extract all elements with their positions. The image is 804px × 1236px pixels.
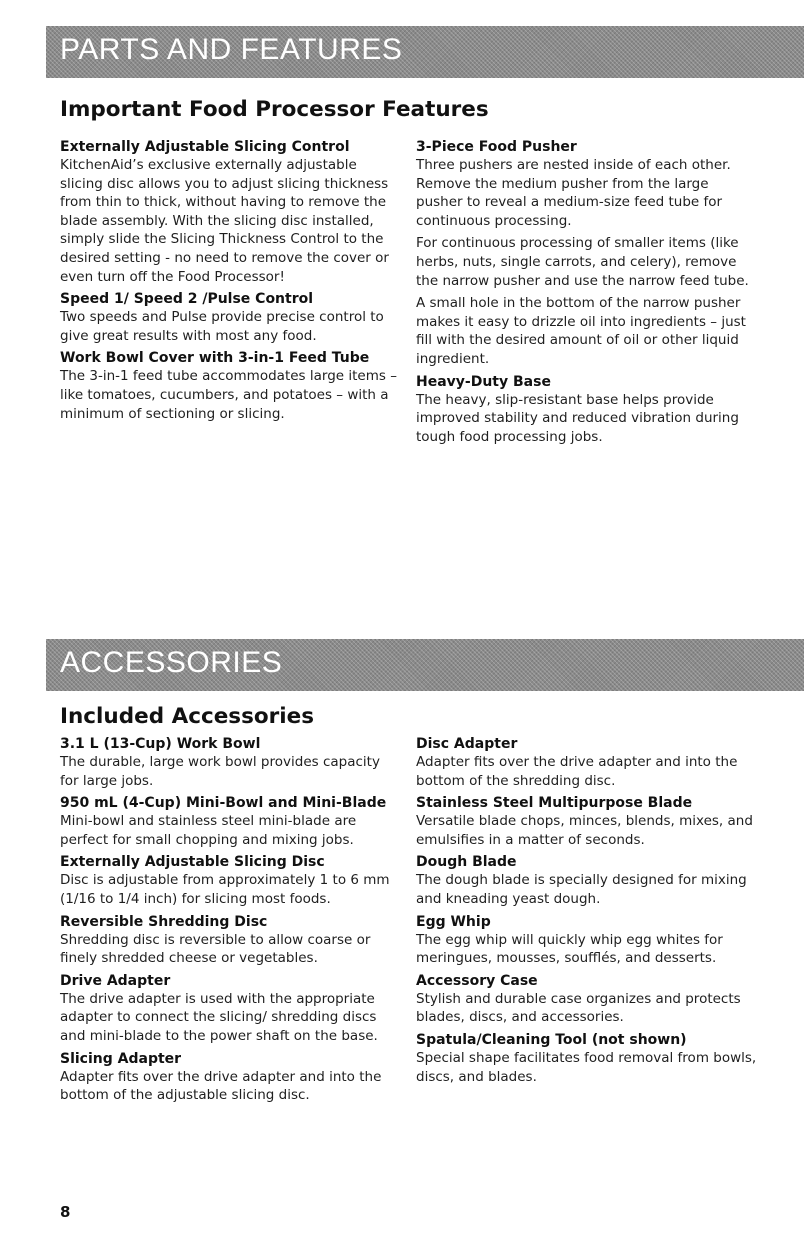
- item-heading: Work Bowl Cover with 3-in-1 Feed Tube: [60, 350, 370, 367]
- features-section-title: Important Food Processor Features: [60, 97, 489, 122]
- item-paragraph: The 3-in-1 feed tube accommodates large items – like tomatoes, cucumbers, and potatoes – with a minimum of sectioning or slicing.: [60, 368, 397, 422]
- item-heading: Heavy-Duty Base: [416, 373, 551, 390]
- features-right-column: [416, 138, 756, 450]
- item-body: [60, 308, 400, 345]
- item-body: [416, 391, 756, 447]
- item-body: [416, 871, 761, 908]
- item-heading: Externally Adjustable Slicing Control: [60, 139, 350, 155]
- item-heading: 950 mL (4-Cup) Mini-Bowl and Mini-Blade: [60, 795, 387, 812]
- item-paragraph: Mini-bowl and stainless steel mini-blade are perfect for small chopping and mixing jobs.: [60, 813, 357, 848]
- item-body: [60, 812, 400, 849]
- item-heading: Reversible Shredding Disc: [60, 913, 268, 930]
- item-paragraph: The dough blade is specially designed for mixing and kneading yeast dough.: [416, 872, 747, 907]
- accessories-right-column: [416, 735, 761, 1090]
- feature-item: [416, 853, 761, 908]
- feature-item: [60, 913, 400, 968]
- item-paragraph: KitchenAid’s exclusive externally adjustable slicing disc allows you to adjust slicing thickness from thin to thick, without having to remove the blade assembly. With the slicing disc installed, simply slide the Slicing Thickness Control to the desired setting - no need to remove the cover or even turn off the Food Processor!: [60, 157, 389, 285]
- feature-item: [416, 373, 756, 447]
- item-body: [416, 1049, 761, 1086]
- feature-item: [60, 794, 400, 849]
- feature-item: [60, 853, 400, 908]
- feature-item: [60, 1050, 400, 1105]
- item-body: [416, 931, 761, 968]
- parts-and-features-banner: [46, 26, 804, 78]
- accessories-section-title: Included Accessories: [60, 704, 315, 729]
- item-heading: Slicing Adapter: [60, 1050, 182, 1067]
- item-body: [416, 156, 756, 369]
- feature-item: [60, 735, 400, 790]
- item-paragraph: Stylish and durable case organizes and protects blades, discs, and accessories.: [416, 990, 741, 1026]
- parts-and-features-banner-title: PARTS AND FEATURES: [60, 33, 403, 66]
- feature-item: [416, 1031, 761, 1086]
- feature-item: [416, 138, 756, 369]
- item-body: [60, 871, 400, 908]
- item-body: [60, 931, 400, 968]
- item-heading: Externally Adjustable Slicing Disc: [60, 854, 325, 871]
- item-paragraph: Two speeds and Pulse provide precise control to give great results with most any food.: [60, 309, 384, 344]
- item-heading: Stainless Steel Multipurpose Blade: [416, 795, 693, 812]
- item-heading: Speed 1/ Speed 2 /Pulse Control: [60, 291, 314, 308]
- feature-item: [416, 735, 761, 790]
- item-paragraph: Disc is adjustable from approximately 1 to 6 mm (1/16 to 1/4 inch) for slicing most foods.: [60, 872, 390, 907]
- feature-item: [60, 972, 400, 1046]
- item-paragraph: The durable, large work bowl provides capacity for large jobs.: [60, 754, 380, 789]
- feature-item: [416, 972, 761, 1027]
- page-number: 8: [60, 1203, 71, 1221]
- item-body: [416, 812, 761, 849]
- item-heading: 3.1 L (13-Cup) Work Bowl: [60, 736, 261, 752]
- feature-item: [416, 794, 761, 849]
- item-body: [60, 1068, 400, 1105]
- item-heading: Disc Adapter: [416, 736, 518, 752]
- item-paragraph: The egg whip will quickly whip egg whites for meringues, mousses, soufflés, and desserts.: [416, 931, 723, 967]
- accessories-banner: [46, 639, 804, 691]
- item-body: [60, 990, 400, 1046]
- item-paragraph: Three pushers are nested inside of each other. Remove the medium pusher from the large pusher to reveal a medium-size feed tube for continuous processing.: [416, 157, 731, 229]
- item-paragraph: Shredding disc is reversible to allow coarse or finely shredded cheese or vegetables.: [60, 931, 371, 967]
- feature-item: [60, 349, 400, 423]
- item-paragraph: The drive adapter is used with the appropriate adapter to connect the slicing/ shredding discs and mini-blade to the power shaft on the base.: [60, 990, 378, 1044]
- item-body: [416, 753, 761, 790]
- item-heading: Drive Adapter: [60, 972, 171, 989]
- item-paragraph: Versatile blade chops, minces, blends, mixes, and emulsifies in a matter of seconds.: [416, 813, 753, 848]
- item-heading: Dough Blade: [416, 854, 517, 871]
- item-paragraph: For continuous processing of smaller items (like herbs, nuts, single carrots, and celery), remove the narrow pusher and use the narrow feed tube.: [416, 235, 749, 289]
- item-heading: 3-Piece Food Pusher: [416, 139, 577, 155]
- item-body: [416, 990, 761, 1027]
- item-body: [60, 367, 400, 423]
- feature-item: [60, 290, 400, 345]
- item-heading: Spatula/Cleaning Tool (not shown): [416, 1031, 687, 1048]
- item-paragraph: A small hole in the bottom of the narrow pusher makes it easy to drizzle oil into ingredients – just fill with the desired amount of oil or other liquid ingredient.: [416, 295, 746, 367]
- accessories-banner-title: ACCESSORIES: [60, 646, 283, 679]
- features-left-column: [60, 138, 400, 427]
- item-paragraph: Adapter fits over the drive adapter and into the bottom of the adjustable slicing disc.: [60, 1068, 382, 1104]
- accessories-left-column: [60, 735, 400, 1109]
- item-paragraph: The heavy, slip-resistant base helps provide improved stability and reduced vibration during tough food processing jobs.: [416, 391, 739, 445]
- feature-item: [60, 138, 400, 286]
- item-paragraph: Special shape facilitates food removal from bowls, discs, and blades.: [416, 1049, 757, 1085]
- item-paragraph: Adapter fits over the drive adapter and into the bottom of the shredding disc.: [416, 754, 738, 789]
- item-heading: Accessory Case: [416, 972, 538, 989]
- item-body: [60, 156, 400, 286]
- feature-item: [416, 913, 761, 968]
- item-heading: Egg Whip: [416, 913, 491, 930]
- item-body: [60, 753, 400, 790]
